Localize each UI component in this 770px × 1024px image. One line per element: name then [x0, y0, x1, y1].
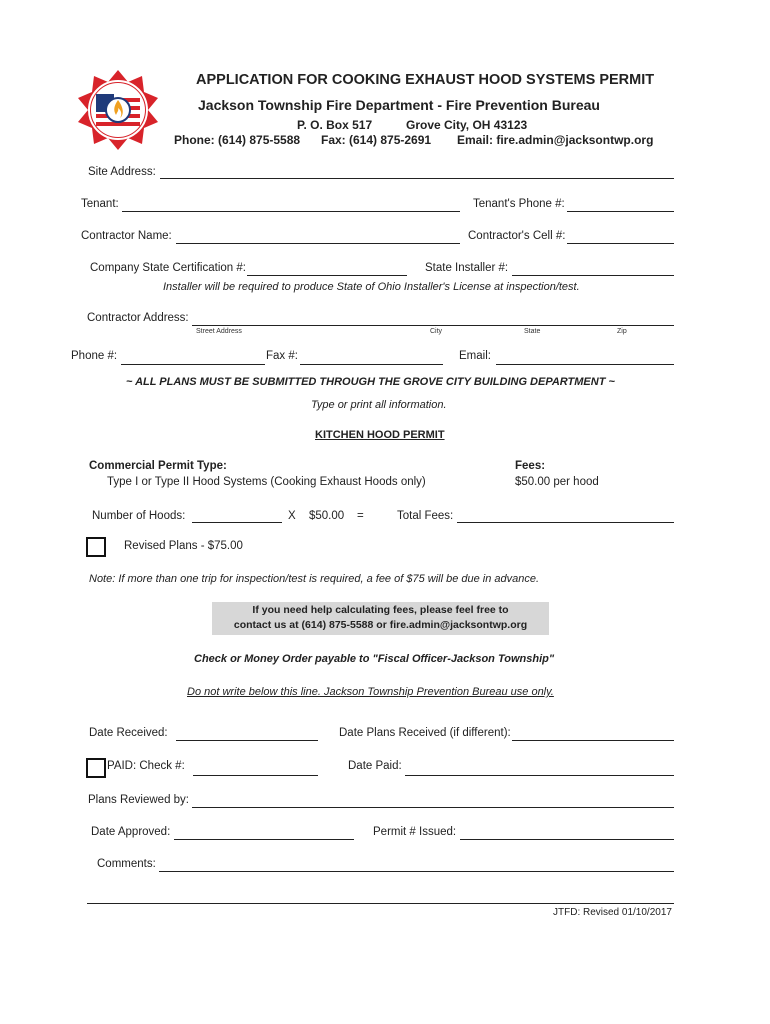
check-payable-note: Check or Money Order payable to "Fiscal Officer-Jackson Township": [194, 653, 555, 665]
company-cert-label: Company State Certification #:: [90, 262, 246, 274]
city-caption: City: [430, 328, 443, 335]
do-not-write-note: Do not write below this line. Jackson Township Prevention Bureau use only.: [187, 686, 554, 698]
state-installer-field[interactable]: [512, 275, 674, 276]
unit-price: $50.00: [309, 510, 345, 522]
department-fax: Fax: (614) 875-2691: [321, 133, 432, 147]
number-of-hoods-field[interactable]: [192, 522, 282, 523]
email-label: Email:: [459, 350, 491, 362]
date-paid-field[interactable]: [405, 775, 674, 776]
tenant-phone-field[interactable]: [567, 211, 674, 212]
date-plans-received-field[interactable]: [512, 740, 674, 741]
revision-date: JTFD: Revised 01/10/2017: [553, 907, 672, 918]
footer-divider: [87, 903, 674, 904]
contractor-name-field[interactable]: [176, 243, 460, 244]
tenant-label: Tenant:: [81, 198, 119, 210]
permit-type-value: Type I or Type II Hood Systems (Cooking Exhaust Hoods only): [107, 476, 426, 488]
fax-field[interactable]: [300, 364, 443, 365]
date-plans-received-label: Date Plans Received (if different):: [339, 727, 511, 739]
comments-label: Comments:: [97, 858, 156, 870]
revised-plans-label: Revised Plans - $75.00: [124, 540, 243, 552]
department-email: Email: fire.admin@jacksontwp.org: [457, 133, 654, 147]
fax-label: Fax #:: [266, 350, 298, 362]
department-name: Jackson Township Fire Department - Fire Prevention Bureau: [198, 97, 600, 113]
tenant-phone-label: Tenant's Phone #:: [473, 198, 565, 210]
equals-sign: =: [357, 510, 364, 522]
installer-note: Installer will be required to produce State of Ohio Installer's License at inspection/test.: [163, 281, 580, 293]
fees-label: Fees:: [515, 460, 546, 472]
paid-check-label: PAID: Check #:: [107, 760, 185, 772]
total-fees-field[interactable]: [457, 522, 674, 523]
po-box: P. O. Box 517: [297, 118, 373, 132]
zip-caption: Zip: [617, 328, 627, 335]
date-approved-label: Date Approved:: [91, 826, 171, 838]
section-title: KITCHEN HOOD PERMIT: [315, 429, 445, 441]
contractor-name-label: Contractor Name:: [81, 230, 172, 242]
help-line-1: If you need help calculating fees, please feel free to: [252, 604, 509, 616]
permit-issued-field[interactable]: [460, 839, 674, 840]
phone-field[interactable]: [121, 364, 265, 365]
help-line-2: contact us at (614) 875-5588 or fire.admin@jacksontwp.org: [233, 619, 528, 631]
times-sign: X: [288, 510, 296, 522]
plans-reviewed-field[interactable]: [192, 807, 674, 808]
revised-plans-checkbox[interactable]: [86, 537, 106, 557]
email-field[interactable]: [496, 364, 674, 365]
phone-label: Phone #:: [71, 350, 118, 362]
permit-issued-label: Permit # Issued:: [373, 826, 457, 838]
city-state: Grove City, OH 43123: [406, 118, 528, 132]
check-number-field[interactable]: [193, 775, 318, 776]
site-address-field[interactable]: [160, 178, 674, 179]
permit-type-label: Commercial Permit Type:: [89, 460, 227, 472]
comments-field[interactable]: [159, 871, 674, 872]
tenant-field[interactable]: [122, 211, 460, 212]
fire-department-logo-icon: [76, 68, 160, 152]
paid-checkbox[interactable]: [86, 758, 106, 778]
fees-value: $50.00 per hood: [515, 476, 599, 488]
state-installer-label: State Installer #:: [425, 262, 509, 274]
total-fees-label: Total Fees:: [397, 510, 454, 522]
date-received-field[interactable]: [176, 740, 318, 741]
help-box: [212, 602, 549, 635]
contractor-cell-field[interactable]: [567, 243, 674, 244]
date-received-label: Date Received:: [89, 727, 168, 739]
contractor-address-field[interactable]: [192, 325, 674, 326]
department-phone: Phone: (614) 875-5588: [174, 133, 301, 147]
contractor-address-label: Contractor Address:: [87, 312, 189, 324]
form-title: APPLICATION FOR COOKING EXHAUST HOOD SYSTEMS PERMIT: [196, 72, 655, 88]
company-cert-field[interactable]: [247, 275, 407, 276]
number-of-hoods-label: Number of Hoods:: [92, 510, 186, 522]
site-address-label: Site Address:: [88, 166, 156, 178]
plans-notice: ~ ALL PLANS MUST BE SUBMITTED THROUGH THE GROVE CITY BUILDING DEPARTMENT ~: [126, 376, 615, 388]
street-address-caption: Street Address: [196, 328, 242, 335]
contractor-cell-label: Contractor's Cell #:: [468, 230, 566, 242]
date-paid-label: Date Paid:: [348, 760, 402, 772]
state-caption: State: [524, 328, 541, 335]
plans-reviewed-label: Plans Reviewed by:: [88, 794, 189, 806]
type-print-note: Type or print all information.: [311, 399, 447, 411]
date-approved-field[interactable]: [174, 839, 354, 840]
trip-note: Note: If more than one trip for inspection/test is required, a fee of $75 will be due in advance.: [89, 573, 540, 585]
